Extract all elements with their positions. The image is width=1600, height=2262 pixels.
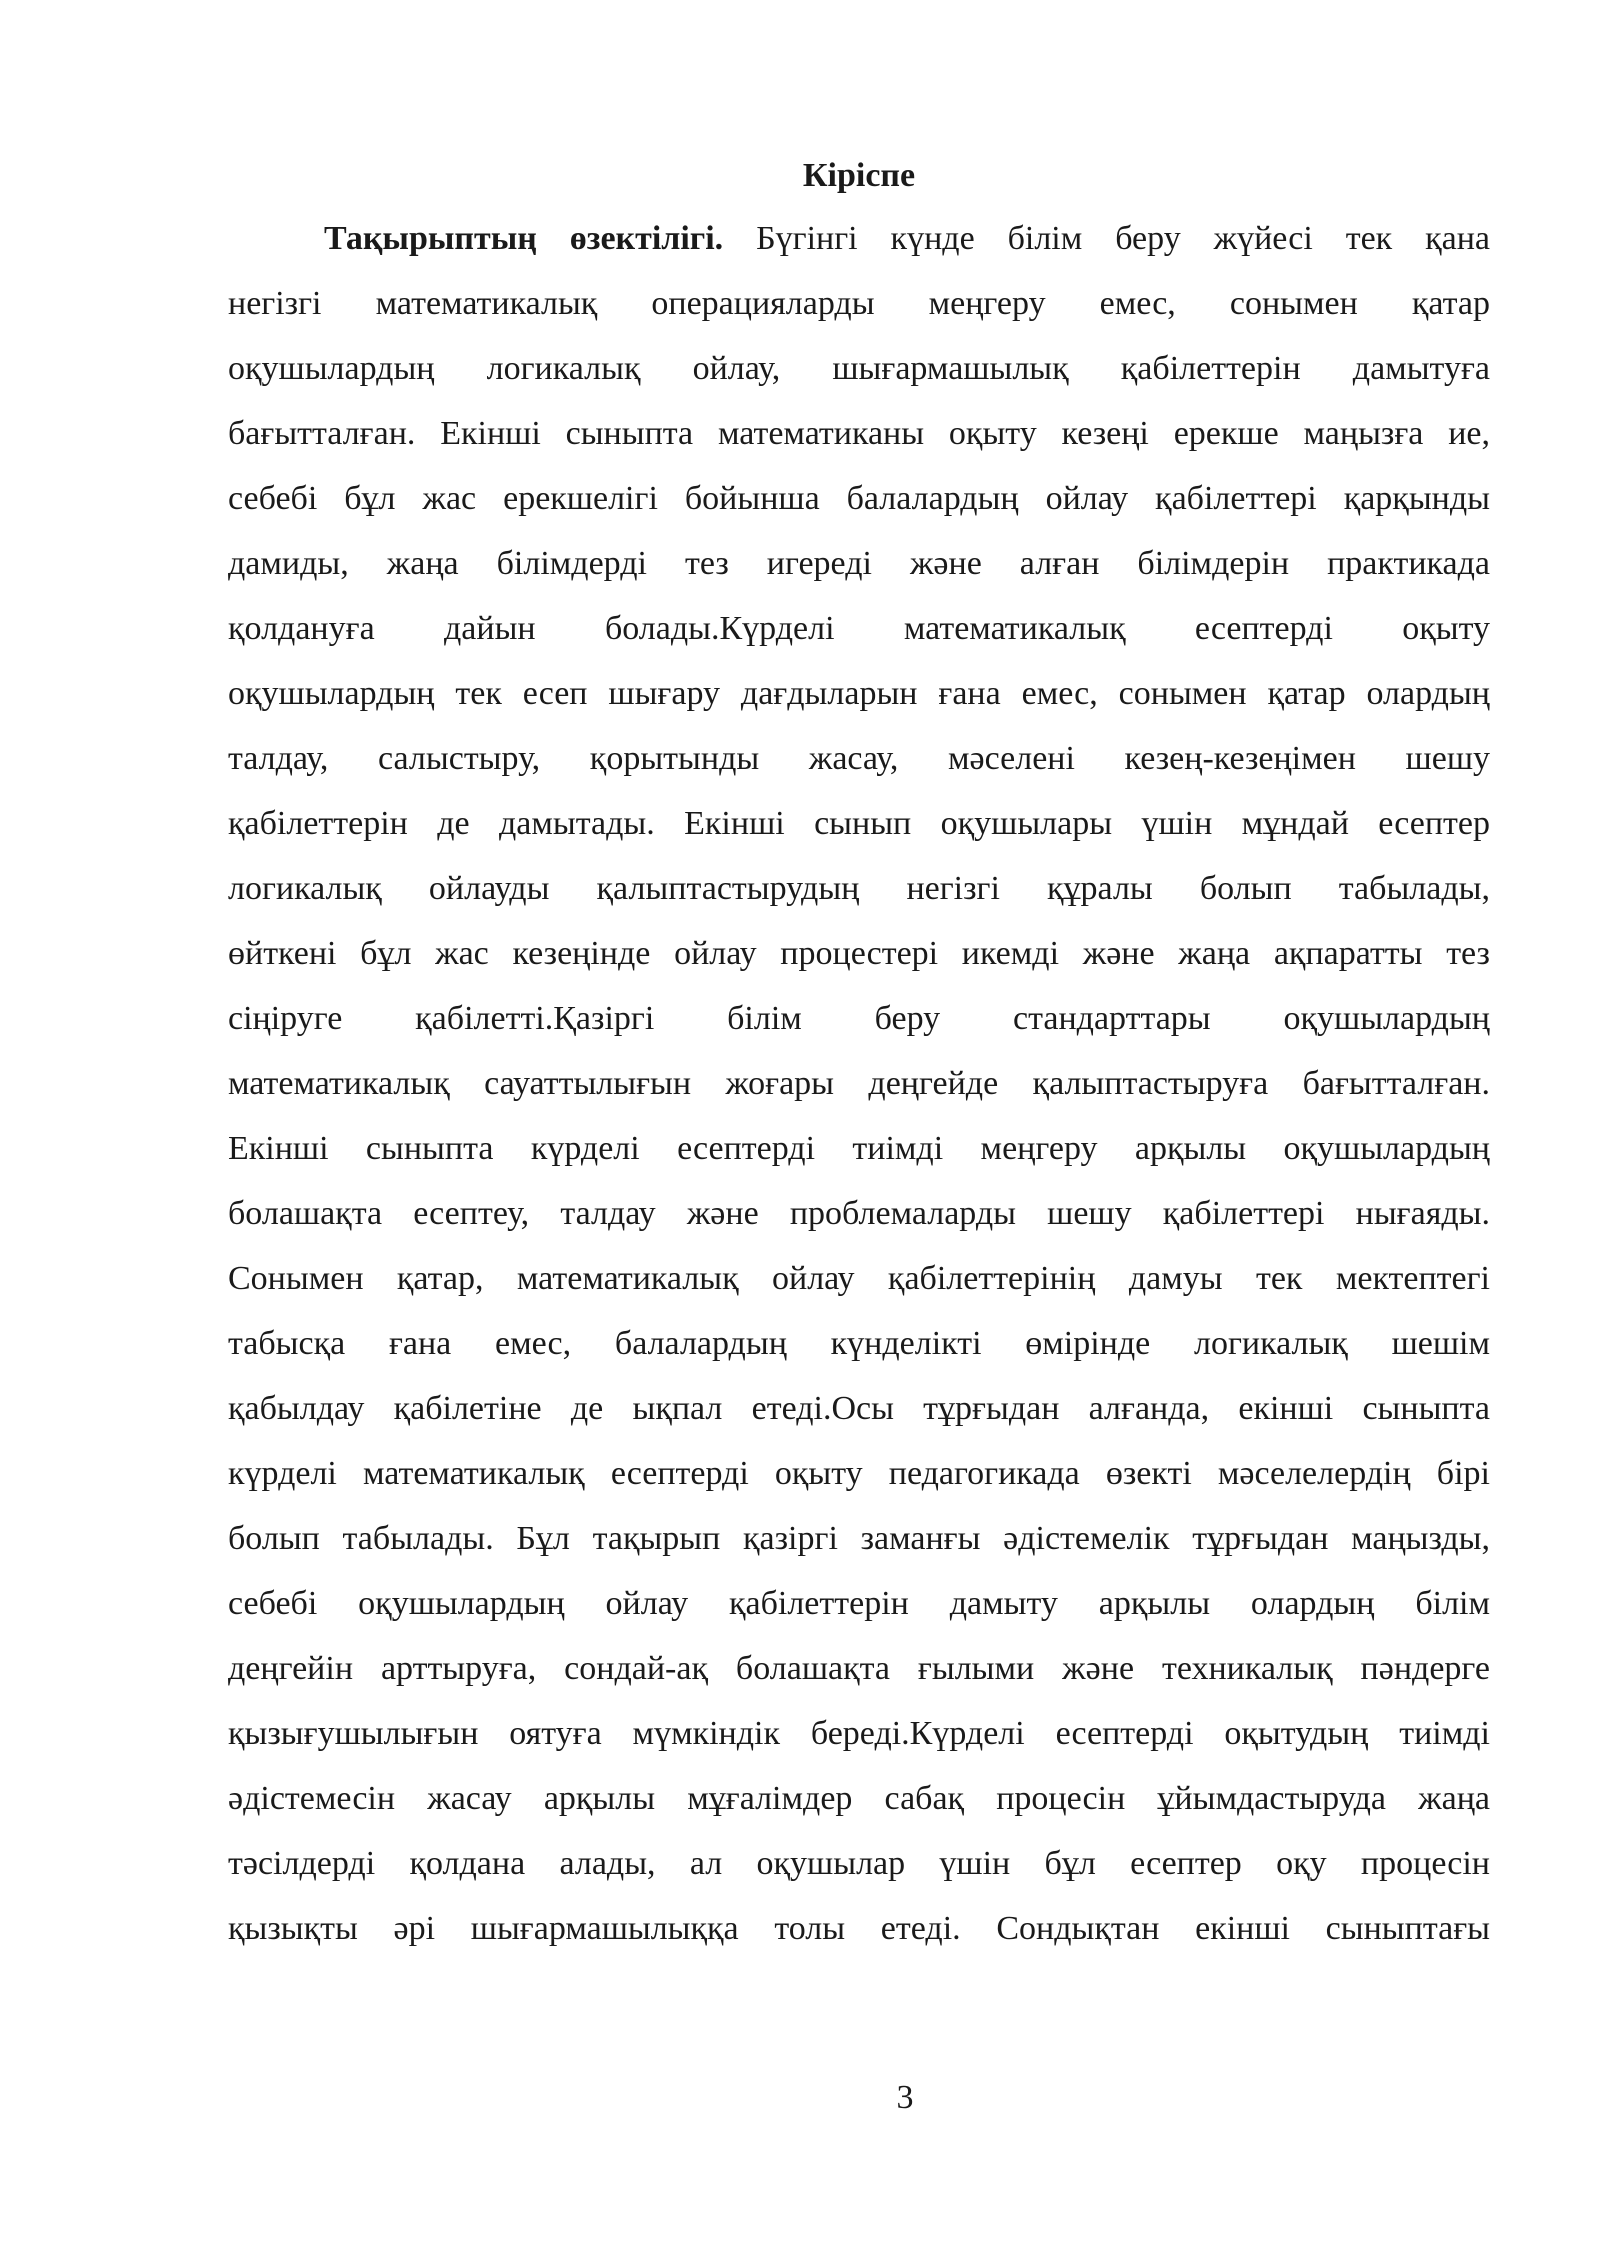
paragraph-line: бағытталған. Екінші сыныпта математиканы оқыту кезеңі ерекше маңызға ие,	[228, 415, 1490, 452]
paragraph-line: қабілеттерін де дамытады. Екінші сынып оқушылары үшін мұндай есептер	[228, 805, 1490, 842]
paragraph-line: негізгі математикалық операцияларды меңгеру емес, сонымен қатар	[228, 285, 1490, 322]
paragraph-line: логикалық ойлауды қалыптастырудың негізгі құралы болып табылады,	[228, 870, 1490, 907]
paragraph-line: қабылдау қабілетіне де ықпал етеді.Осы тұрғыдан алғанда, екінші сыныпта	[228, 1390, 1490, 1427]
paragraph-line: талдау, салыстыру, қорытынды жасау, мәселені кезең-кезеңімен шешу	[228, 740, 1490, 777]
paragraph-lead: Тақырыптың өзектілігі.	[324, 220, 724, 257]
paragraph-line: қызығушылығын оятуға мүмкіндік береді.Күрделі есептерді оқытудың тиімді	[228, 1715, 1490, 1752]
paragraph-line: себебі оқушылардың ойлау қабілеттерін дамыту арқылы олардың білім	[228, 1585, 1490, 1622]
paragraph-line: Екінші сыныпта күрделі есептерді тиімді меңгеру арқылы оқушылардың	[228, 1130, 1490, 1167]
section-heading: Кіріспе	[802, 157, 916, 194]
paragraph-line: Сонымен қатар, математикалық ойлау қабілеттерінің дамуы тек мектептегі	[228, 1260, 1490, 1297]
page-number: 3	[896, 2079, 914, 2116]
paragraph-line: табысқа ғана емес, балалардың күнделікті өмірінде логикалық шешім	[228, 1325, 1490, 1362]
paragraph-line: әдістемесін жасау арқылы мұғалімдер сабақ процесін ұйымдастыруда жаңа	[228, 1780, 1490, 1817]
paragraph-line: тәсілдерді қолдана алады, ал оқушылар үшін бұл есептер оқу процесін	[228, 1845, 1490, 1882]
paragraph-line: қызықты әрі шығармашылыққа толы етеді. Сондықтан екінші сыныптағы	[228, 1910, 1490, 1947]
paragraph-line: сіңіруге қабілетті.Қазіргі білім беру стандарттары оқушылардың	[228, 1000, 1490, 1037]
paragraph-line: өйткені бұл жас кезеңінде ойлау процестері икемді және жаңа ақпаратты тез	[228, 935, 1490, 972]
paragraph-line	[228, 215, 1490, 280]
paragraph-line: математикалық сауаттылығын жоғары деңгейде қалыптастыруға бағытталған.	[228, 1065, 1490, 1102]
paragraph-line: деңгейін арттыруға, сондай-ақ болашақта ғылыми және техникалық пәндерге	[228, 1650, 1490, 1687]
paragraph-line: дамиды, жаңа білімдерді тез игереді және алған білімдерін практикада	[228, 545, 1490, 582]
paragraph-line-text: Бүгінгі күнде білім беру жүйесі тек қана	[756, 220, 1491, 257]
paragraph-line: оқушылардың тек есеп шығару дағдыларын ғана емес, сонымен қатар олардың	[228, 675, 1490, 712]
paragraph-line: болып табылады. Бұл тақырып қазіргі заманғы әдістемелік тұрғыдан маңызды,	[228, 1520, 1490, 1557]
paragraph-line: күрделі математикалық есептерді оқыту педагогикада өзекті мәселелердің бірі	[228, 1455, 1490, 1492]
paragraph-line: қолдануға дайын болады.Күрделі математикалық есептерді оқыту	[228, 610, 1490, 647]
paragraph-line: себебі бұл жас ерекшелігі бойынша балалардың ойлау қабілеттері қарқынды	[228, 480, 1490, 517]
paragraph-line: оқушылардың логикалық ойлау, шығармашылық қабілеттерін дамытуға	[228, 350, 1490, 387]
body-paragraph	[228, 215, 1490, 1970]
paragraph-line: болашақта есептеу, талдау және проблемаларды шешу қабілеттері нығаяды.	[228, 1195, 1490, 1232]
